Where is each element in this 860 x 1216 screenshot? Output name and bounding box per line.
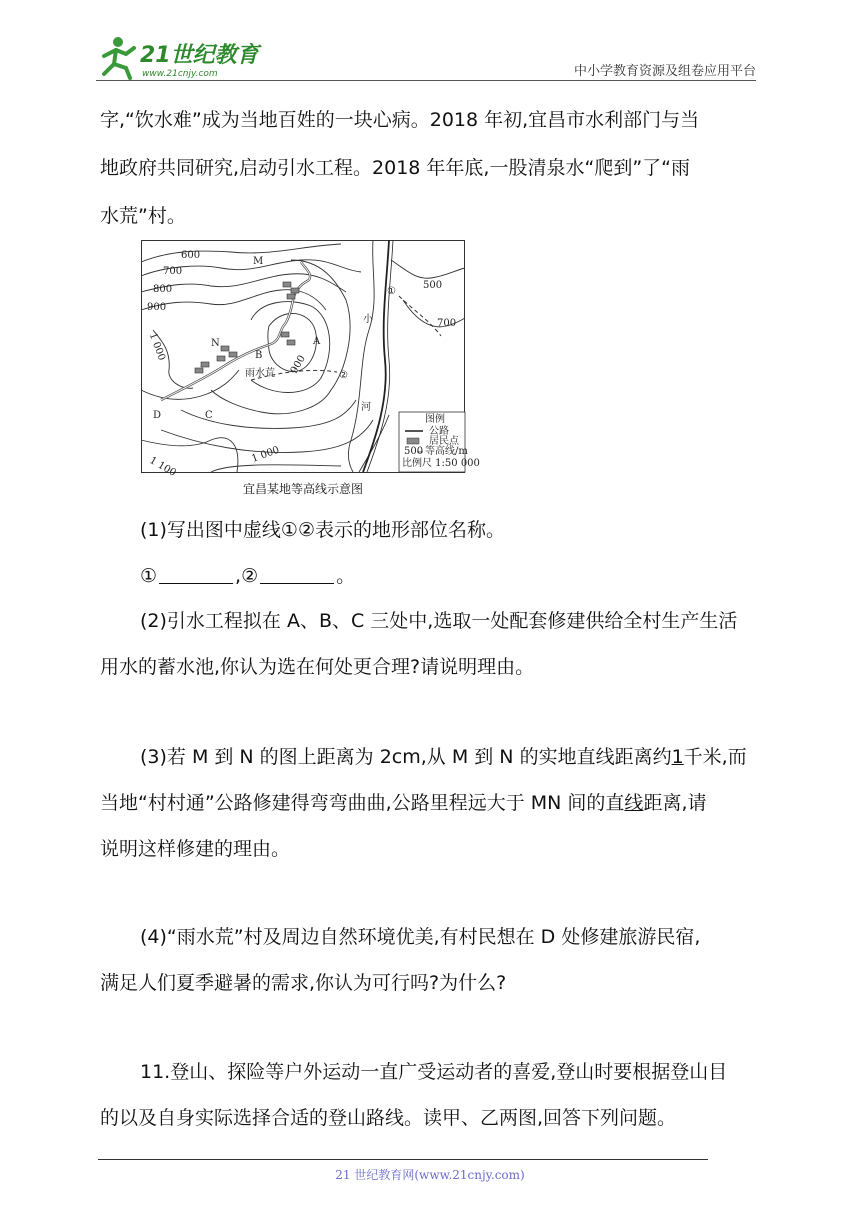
village-label: 雨水荒 <box>245 368 275 379</box>
circled-2: ② <box>339 370 348 381</box>
header-platform-name: 中小学教育资源及组卷应用平台 <box>573 64 756 79</box>
point-A: A <box>313 336 321 347</box>
answer-blank-1[interactable] <box>159 565 233 584</box>
footer-divider <box>98 1159 708 1160</box>
answer-blank-2[interactable] <box>260 565 334 584</box>
header-divider <box>96 80 756 81</box>
svg-text:居民点: 居民点 <box>429 436 459 447</box>
contour-map <box>141 240 480 479</box>
question-11-line-1: 11.登山、探险等户外运动一直广受运动者的喜爱,登山时要根据登山目 <box>140 1061 728 1083</box>
contour-label-900: 900 <box>147 302 167 313</box>
question-3-line-3: 说明这样修建的理由。 <box>100 838 291 860</box>
contour-label-700: 700 <box>163 266 183 277</box>
svg-text:图例: 图例 <box>425 414 445 425</box>
question-4-line-2: 满足人们夏季避暑的需求,你认为可行吗?为什么? <box>100 972 507 994</box>
contour-label-900-ring: 900 <box>288 353 308 376</box>
question-2-line-2: 用水的蓄水池,你认为选在何处更合理?请说明理由。 <box>100 656 535 678</box>
svg-text:比例尺 1:50 000: 比例尺 1:50 000 <box>402 458 480 469</box>
point-B: B <box>255 350 263 361</box>
map-legend <box>399 412 480 472</box>
question-1-blanks: ① ,② 。 <box>140 565 356 587</box>
point-M: M <box>253 256 264 267</box>
question-11-line-2: 的以及自身实际选择合适的登山路线。读甲、乙两图,回答下列问题。 <box>100 1107 677 1129</box>
svg-text:公路: 公路 <box>429 426 449 437</box>
svg-text:等高线/m: 等高线/m <box>425 446 468 457</box>
intro-line-3: 水荒”村。 <box>100 205 186 227</box>
point-D: D <box>153 410 162 421</box>
contour-label-600: 600 <box>181 250 201 261</box>
river-label-2: 河 <box>361 402 371 413</box>
intro-line-2: 地政府共同研究,启动引水工程。2018 年年底,一股清泉水“爬到”了“雨 <box>100 157 691 179</box>
circled-1: ① <box>387 286 396 297</box>
point-N: N <box>211 338 220 349</box>
svg-text:500: 500 <box>404 446 424 457</box>
question-2-line-1: (2)引水工程拟在 A、B、C 三处中,选取一处配套修建供给全村生产生活 <box>140 610 738 632</box>
question-3-line-2: 当地“村村通”公路修建得弯弯曲曲,公路里程远大于 MN 间的直线距离,请 <box>100 792 707 814</box>
point-C: C <box>205 410 213 421</box>
logo-url: www.21cnjy.com <box>142 69 218 79</box>
contour-label-1100: 1 100 <box>147 455 178 479</box>
contour-label-1000-bottom: 1 000 <box>250 444 281 465</box>
intro-line-1: 字,“饮水难”成为当地百姓的一块心病。2018 年初,宜昌市水利部门与当 <box>100 109 700 131</box>
question-1: (1)写出图中虚线①②表示的地形部位名称。 <box>140 519 505 541</box>
contour-label-500: 500 <box>423 280 443 291</box>
contour-label-800: 800 <box>153 284 173 295</box>
map-caption: 宜昌某地等高线示意图 <box>242 482 363 496</box>
runner-icon <box>104 37 134 78</box>
footer-text: 21 世纪教育网(www.21cnjy.com) <box>335 1168 525 1182</box>
site-logo <box>96 34 266 80</box>
question-3-line-1: (3)若 M 到 N 的图上距离为 2cm,从 M 到 N 的实地直线距离约1千米,而 <box>140 746 747 768</box>
river-label-1: 小 <box>363 314 373 325</box>
logo-text: 21世纪教育 <box>140 43 259 68</box>
contour-label-700-right: 700 <box>437 318 457 329</box>
question-4-line-1: (4)“雨水荒”村及周边自然环境优美,有村民想在 D 处修建旅游民宿, <box>140 926 701 948</box>
contour-label-1000-left: 1 000 <box>146 331 167 363</box>
